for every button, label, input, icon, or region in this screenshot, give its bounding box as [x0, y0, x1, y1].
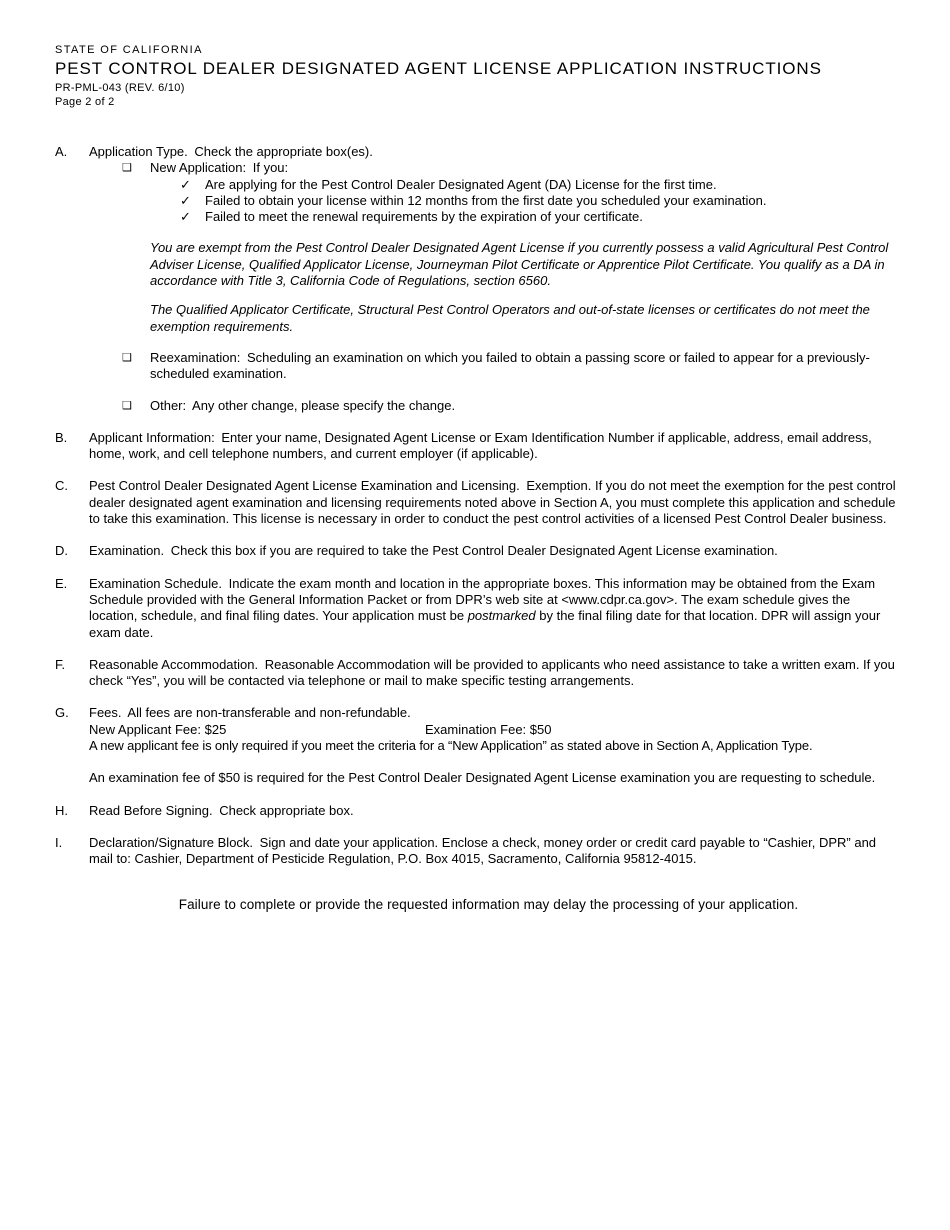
- section-letter: I.: [55, 834, 63, 850]
- section-letter: E.: [55, 575, 68, 591]
- checkbox-text: Any other change, please specify the change.: [189, 397, 456, 413]
- section-label: Pest Control Dealer Designated Agent License Examination and Licensing.: [89, 478, 520, 494]
- section-declaration-signature: [55, 835, 922, 868]
- section-letter: A.: [55, 144, 68, 159]
- section-heading: [89, 144, 922, 160]
- section-body: [89, 576, 899, 641]
- checkbox-label: New Application:: [150, 160, 247, 176]
- section-heading: [89, 705, 922, 721]
- section-text: Reasonable Accommodation will be provided to applicants who need assistance to take a written exam. If you check “Yes”, you will be contacted via telephone or mail to make specific testing arrangements.: [89, 656, 895, 689]
- page-title: PEST CONTROL DEALER DESIGNATED AGENT LICENSE APPLICATION INSTRUCTIONS: [55, 59, 822, 78]
- section-reasonable-accommodation: [55, 657, 922, 690]
- non-exemption-note: The Qualified Applicator Certificate, Structural Pest Control Operators and out-of-state licenses or certificates do not meet the exemption requirements.: [150, 302, 870, 334]
- section-text: All fees are non-transferable and non-refundable.: [124, 705, 411, 721]
- section-letter: D.: [55, 543, 68, 559]
- section-text: Check this box if you are required to take the Pest Control Dealer Designated Agent License examination.: [167, 543, 778, 559]
- list-item: [180, 193, 922, 209]
- fee-line: [89, 722, 922, 738]
- section-fees: [55, 705, 922, 786]
- list-item: [180, 177, 922, 193]
- checkmark-icon: ✓: [180, 192, 191, 208]
- section-body: [89, 543, 899, 559]
- form-number: PR-PML-043 (REV. 6/10): [55, 82, 185, 94]
- section-letter: G.: [55, 705, 69, 721]
- list-item-text: Failed to meet the renewal requirements by the expiration of your certificate.: [205, 209, 643, 225]
- list-item-text: Failed to obtain your license within 12 months from the first date you scheduled your examination.: [205, 192, 767, 208]
- section-application-type: [55, 144, 922, 414]
- section-text: Check appropriate box.: [215, 802, 354, 818]
- checkbox-label: Reexamination:: [150, 349, 241, 365]
- examination-fee: Examination Fee: $50: [425, 721, 552, 737]
- section-applicant-information: [55, 430, 922, 463]
- section-text: Sign and date your application. Enclose a check, money order or credit card payable to “Cashier, DPR” and mail to: Cashier, Department of Pesticide Regulation, P.O. Box 4015, Sacramento, California 95812-4015.: [89, 834, 877, 867]
- section-body: [89, 657, 899, 690]
- checkbox-icon: ❑: [122, 162, 132, 175]
- checkmark-icon: ✓: [180, 176, 191, 192]
- section-label: Reasonable Accommodation.: [89, 656, 259, 672]
- exemption-note: You are exempt from the Pest Control Dealer Designated Agent License if you currently possess a valid Agricultural Pest Control Adviser License, Qualified Applicator License, Journeyman Pilot Certificate or Apprentice Pilot Certificate. You qualify as a DA in accordance with Title 3, California Code of Regulations, section 6560.: [150, 240, 889, 289]
- section-label: Declaration/Signature Block.: [89, 834, 254, 850]
- document-header: [55, 44, 922, 109]
- section-text: Indicate the exam month and location in the appropriate boxes. This information may be obtained from the Exam Schedule provided with the General Information Packet or from DPR’s web site at <www.cdpr.ca.gov>. The exam schedule gives the location, schedule, and final filing dates. Your application must be: [89, 575, 876, 624]
- state-line: STATE OF CALIFORNIA: [55, 44, 203, 56]
- checkbox-label: Other:: [150, 397, 187, 413]
- checkbox-item-reexamination: [122, 350, 922, 383]
- exam-fee-note: An examination fee of $50 is required for the Pest Control Dealer Designated Agent License examination you are requesting to schedule.: [89, 770, 876, 786]
- postmarked-emphasis: postmarked: [467, 608, 536, 624]
- section-body: [89, 478, 899, 527]
- section-body: [89, 430, 899, 463]
- checkbox-text: If you:: [249, 160, 289, 176]
- checkmark-icon: ✓: [180, 209, 191, 225]
- new-fee-note: A new applicant fee is only required if you meet the criteria for a “New Application” as stated above in Section A, Application Type.: [89, 738, 813, 754]
- checkbox-item-other: [122, 398, 922, 414]
- section-text: Enter your name, Designated Agent License or Exam Identification Number if applicable, address, email address, home, work, and cell telephone numbers, and current employer (if applicable).: [89, 429, 872, 462]
- list-item-text: Are applying for the Pest Control Dealer Designated Agent (DA) License for the first time.: [205, 176, 717, 192]
- list-item: [180, 209, 922, 225]
- section-examination: [55, 543, 922, 559]
- section-label: Application Type.: [89, 144, 188, 159]
- section-text: by the final filing date for that location. DPR will assign your exam date.: [89, 608, 881, 640]
- checkbox-icon: ❑: [122, 399, 132, 412]
- section-letter: F.: [55, 656, 66, 672]
- section-read-before-signing: [55, 803, 922, 819]
- checkbox-text: Scheduling an examination on which you failed to obtain a passing score or failed to appear for a previously-scheduled examination.: [150, 349, 870, 382]
- section-examination-schedule: [55, 576, 922, 641]
- section-letter: B.: [55, 429, 68, 445]
- section-label: Applicant Information:: [89, 429, 215, 445]
- section-label: Examination.: [89, 543, 165, 559]
- section-label: Examination Schedule.: [89, 575, 222, 591]
- section-letter: C.: [55, 478, 68, 494]
- new-applicant-fee: New Applicant Fee: $25: [89, 721, 227, 737]
- section-label: Fees.: [89, 705, 122, 721]
- checkbox-icon: ❑: [122, 351, 132, 364]
- section-body: [89, 803, 899, 819]
- section-text: Check the appropriate box(es).: [190, 144, 373, 159]
- section-examination-and-licensing: [55, 478, 922, 527]
- section-letter: H.: [55, 802, 68, 818]
- section-label: Read Before Signing.: [89, 802, 213, 818]
- page-indicator: Page 2 of 2: [55, 96, 115, 108]
- footer-note: Failure to complete or provide the requested information may delay the processing of your application.: [178, 896, 799, 912]
- section-body: [89, 835, 899, 868]
- section-text: Exemption. If you do not meet the exemption for the pest control dealer designated agent examination and licensing requirements noted above in Section A, you must complete this application and schedule to take this examination. This license is necessary in order to conduct the pest control activities of a licensed Pest Control Dealer business.: [89, 478, 896, 527]
- checkbox-item-new-application: [122, 160, 922, 176]
